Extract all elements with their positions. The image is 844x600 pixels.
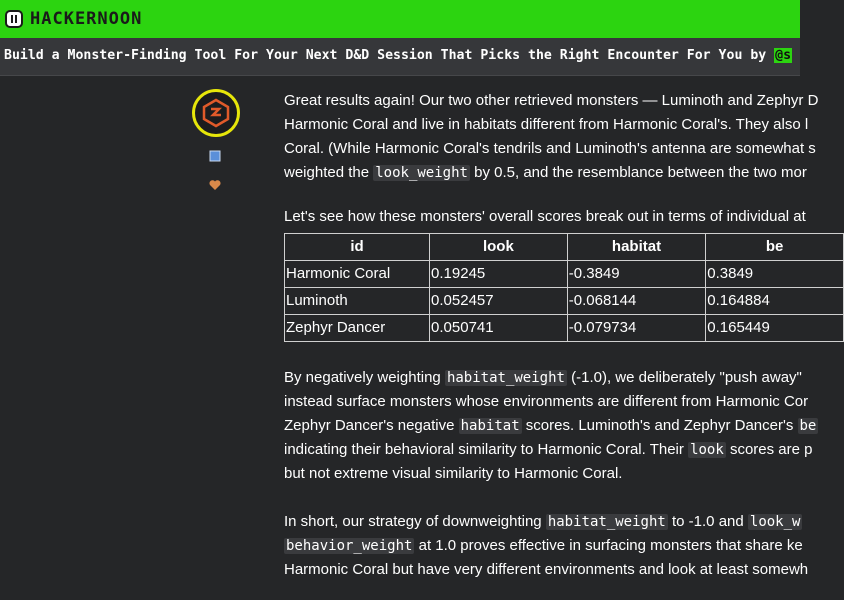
code-look-weight: look_w <box>749 514 801 530</box>
table-cell: Zephyr Dancer <box>285 315 430 342</box>
table-cell: 0.19245 <box>430 261 568 288</box>
text-span: by 0.5, and the resemblance between the two mor <box>469 164 807 181</box>
text-line <box>284 510 844 534</box>
author-avatar[interactable] <box>192 89 240 137</box>
table-header-id: id <box>285 234 430 261</box>
text-span: indicating their behavioral similarity to Harmonic Coral. Their <box>284 441 689 458</box>
article-body <box>284 89 844 582</box>
table-cell: -0.079734 <box>567 315 706 342</box>
hackernoon-logo[interactable] <box>4 9 142 29</box>
table-cell: 0.052457 <box>430 288 568 315</box>
table-header-look: look <box>430 234 568 261</box>
text-line <box>284 366 844 390</box>
code-look: look <box>690 442 724 458</box>
paragraph-results <box>284 89 844 185</box>
text-line: Harmonic Coral and live in habitats different from Harmonic Coral's. They also l <box>284 116 809 133</box>
text-span: In short, our strategy of downweighting <box>284 513 546 530</box>
text-line: Harmonic Coral but have very different environments and look at least somewh <box>284 561 809 578</box>
text-line: Coral. (While Harmonic Coral's tendrils and Luminoth's antenna are somewhat s <box>284 140 816 157</box>
table-cell: 0.165449 <box>706 315 844 342</box>
table-cell: Luminoth <box>285 288 430 315</box>
small-square-icon[interactable] <box>209 150 221 162</box>
text-span: scores. Luminoth's and Zephyr Dancer's <box>521 417 798 434</box>
code-habitat-weight: habitat_weight <box>446 370 565 386</box>
text-span: to -1.0 and <box>667 513 748 530</box>
brand-name: HACKERNOON <box>30 9 143 29</box>
paragraph-habitat-weighting <box>284 366 844 486</box>
text-span: at 1.0 proves effective in surfacing monsters that share ke <box>414 537 803 554</box>
code-look-weight: look_weight <box>375 165 468 181</box>
table-cell: -0.068144 <box>567 288 706 315</box>
heart-emoji-icon[interactable] <box>208 178 222 192</box>
article-title-text: Build a Monster-Finding Tool For Your Next D&D Session That Picks the Right Encounter For You by <box>4 48 775 63</box>
table-cell: Harmonic Coral <box>285 261 430 288</box>
text-span: By negatively weighting <box>284 369 445 386</box>
text-line <box>284 438 844 462</box>
table-row <box>285 261 844 288</box>
text-span: weighted the <box>284 164 374 181</box>
author-handle-link[interactable]: @s <box>775 48 792 63</box>
table-cell: -0.3849 <box>567 261 706 288</box>
table-cell: 0.050741 <box>430 315 568 342</box>
top-bar <box>0 0 800 38</box>
author-avatar-icon <box>201 98 231 128</box>
hackernoon-logo-icon <box>4 9 24 29</box>
scores-table <box>284 233 844 342</box>
text-line: Great results again! Our two other retrieved monsters — Luminoth and Zephyr D <box>284 92 819 109</box>
code-behavior: be <box>799 418 817 434</box>
paragraph-summary <box>284 510 844 582</box>
article-title-bar <box>0 38 800 76</box>
text-line <box>284 414 844 438</box>
article-title <box>4 48 792 63</box>
table-intro: Let's see how these monsters' overall scores break out in terms of individual at <box>284 208 806 225</box>
text-line <box>284 161 844 185</box>
table-row <box>285 288 844 315</box>
code-habitat-weight: habitat_weight <box>547 514 666 530</box>
table-header-behavior: be <box>706 234 844 261</box>
text-span: (-1.0), we deliberately "push away" <box>566 369 802 386</box>
table-header-row <box>285 234 844 261</box>
table-row <box>285 315 844 342</box>
text-line <box>284 534 844 558</box>
table-header-habitat: habitat <box>567 234 706 261</box>
code-behavior-weight: behavior_weight <box>286 538 413 554</box>
table-cell: 0.3849 <box>706 261 844 288</box>
text-line: instead surface monsters whose environments are different from Harmonic Cor <box>284 393 809 410</box>
table-cell: 0.164884 <box>706 288 844 315</box>
code-habitat: habitat <box>460 418 520 434</box>
text-span: scores are p <box>725 441 813 458</box>
text-span: Zephyr Dancer's negative <box>284 417 459 434</box>
text-line: but not extreme visual similarity to Harmonic Coral. <box>284 465 623 482</box>
